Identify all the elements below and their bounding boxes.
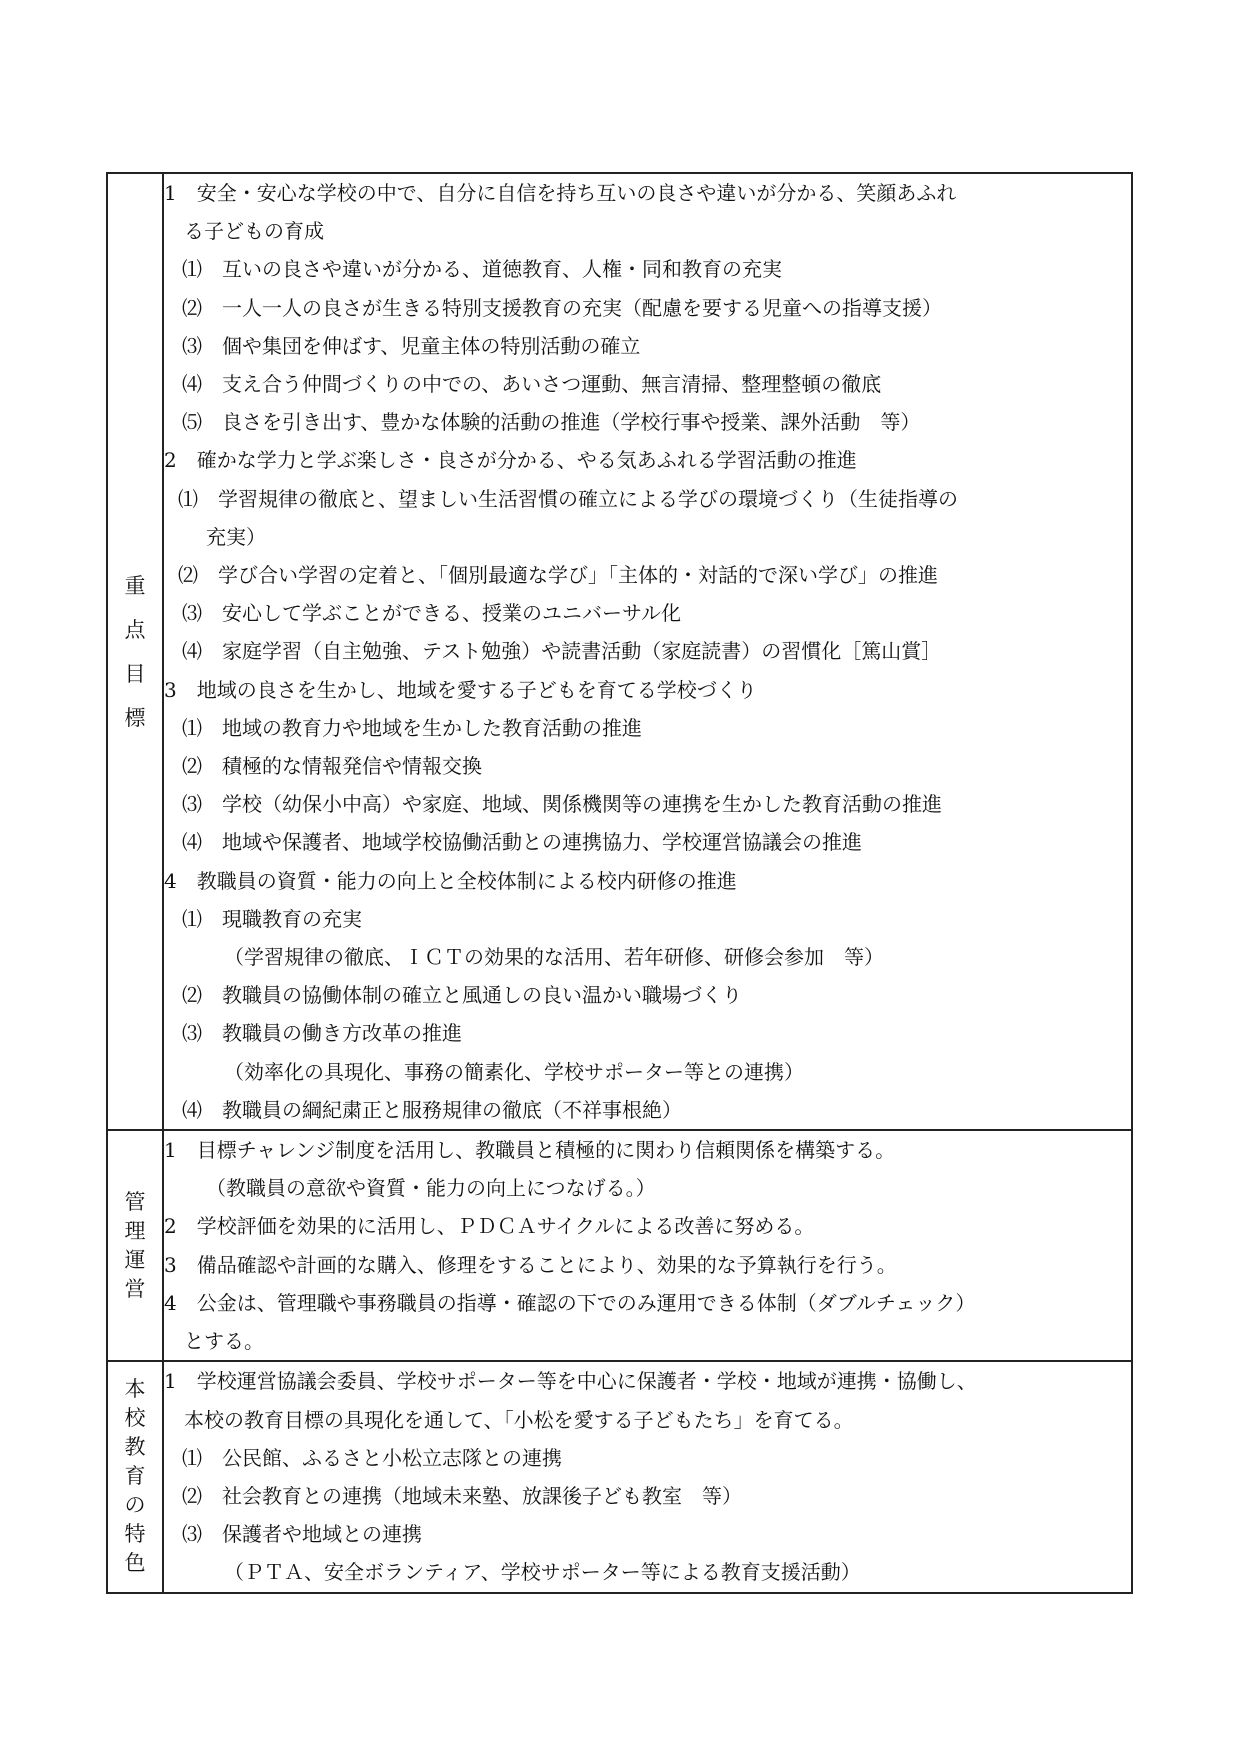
section-row-school-features	[107, 1361, 1132, 1592]
section-label-priority-goals	[108, 564, 162, 740]
goal-heading: 4 教職員の資質・能力の向上と全校体制による校内研修の推進	[164, 868, 737, 893]
goal-subitem: ⑵ 学び合い学習の定着と、「個別最適な学び」「主体的・対話的で深い学び」の推進	[178, 563, 938, 588]
feature-item-cont: 本校の教育目標の具現化を通して、「小松を愛する子どもたち」を育てる。	[184, 1407, 854, 1432]
goal-subitem: ⑶ 教職員の働き方改革の推進	[182, 1021, 462, 1046]
management-item-note: （教職員の意欲や資質・能力の向上につなげる。）	[206, 1176, 656, 1201]
section-label-school-features	[108, 1375, 162, 1578]
label-char: 校	[124, 1406, 146, 1431]
management-item: 1 目標チャレンジ制度を活用し、教職員と積極的に関わり信頼関係を構築する。	[164, 1138, 896, 1163]
section-label-management	[108, 1188, 162, 1304]
section-label-cell	[107, 1130, 163, 1361]
feature-subitem: ⑴ 公民館、ふるさと小松立志隊との連携	[182, 1445, 562, 1470]
label-char: 目	[124, 661, 146, 686]
goal-subitem: ⑴ 互いの良さや違いが分かる、道徳教育、人権・同和教育の充実	[182, 257, 782, 282]
goal-subitem: ⑶ 安心して学ぶことができる、授業のユニバーサル化	[182, 601, 681, 626]
goal-subitem: ⑷ 支え合う仲間づくりの中での、あいさつ運動、無言清掃、整理整頓の徹底	[182, 372, 882, 397]
label-char: 本	[124, 1377, 146, 1402]
label-char: 教	[124, 1435, 146, 1460]
section-label-cell	[107, 173, 163, 1130]
feature-subitem: ⑶ 保護者や地域との連携	[182, 1522, 422, 1547]
label-char: 運	[124, 1247, 146, 1272]
management-item-cont: とする。	[184, 1329, 264, 1354]
section-content-school-features	[163, 1361, 1132, 1592]
goal-subitem: ⑸ 良さを引き出す、豊かな体験的活動の推進（学校行事や授業、課外活動 等）	[182, 410, 921, 435]
goal-subitem-note: （学習規律の徹底、ＩＣＴの効果的な活用、若年研修、研修会参加 等）	[224, 945, 884, 970]
goal-subitem: ⑴ 学習規律の徹底と、望ましい生活習慣の確立による学びの環境づくり（生徒指導の	[178, 486, 958, 511]
label-char: の	[124, 1493, 146, 1518]
label-char: 管	[124, 1189, 146, 1214]
goal-subitem: ⑶ 個や集団を伸ばす、児童主体の特別活動の確立	[182, 333, 641, 358]
goal-subitem: ⑷ 教職員の綱紀粛正と服務規律の徹底（不祥事根絶）	[182, 1097, 682, 1122]
feature-subitem: ⑵ 社会教育との連携（地域未来塾、放課後子ども教室 等）	[182, 1483, 742, 1508]
section-content-priority-goals	[163, 173, 1132, 1130]
goal-subitem: ⑴ 地域の教育力や地域を生かした教育活動の推進	[182, 715, 642, 740]
section-row-management	[107, 1130, 1132, 1361]
section-label-cell	[107, 1361, 163, 1592]
feature-item: 1 学校運営協議会委員、学校サポーター等を中心に保護者・学校・地域が連携・協働し、	[164, 1369, 977, 1394]
goal-subitem-note: （効率化の具現化、事務の簡素化、学校サポーター等との連携）	[224, 1059, 804, 1084]
goal-subitem: ⑵ 教職員の協働体制の確立と風通しの良い温かい職場づくり	[182, 983, 742, 1008]
label-char: 重	[124, 573, 146, 598]
management-item: 4 公金は、管理職や事務職員の指導・確認の下でのみ運用できる体制（ダブルチェック）	[164, 1290, 976, 1315]
goals-table	[106, 172, 1133, 1594]
section-row-priority-goals	[107, 173, 1132, 1130]
goal-subitem: ⑶ 学校（幼保小中高）や家庭、地域、関係機関等の連携を生かした教育活動の推進	[182, 792, 942, 817]
label-char: 標	[124, 705, 146, 730]
section-content-management	[163, 1130, 1132, 1361]
goal-subitem: ⑵ 積極的な情報発信や情報交換	[182, 754, 482, 779]
feature-subitem-note: （ＰＴＡ、安全ボランティア、学校サポーター等による教育支援活動）	[224, 1560, 861, 1585]
goal-heading: 3 地域の良さを生かし、地域を愛する子どもを育てる学校づくり	[164, 677, 757, 702]
label-char: 理	[124, 1218, 146, 1243]
goal-subitem: ⑴ 現職教育の充実	[182, 906, 362, 931]
label-char: 営	[124, 1276, 146, 1301]
label-char: 特	[124, 1522, 146, 1547]
goal-subitem: ⑷ 家庭学習（自主勉強、テスト勉強）や読書活動（家庭読書）の習慣化［篤山賞］	[182, 639, 942, 664]
goal-heading: 2 確かな学力と学ぶ楽しさ・良さが分かる、やる気あふれる学習活動の推進	[164, 448, 857, 473]
goal-heading: 1 安全・安心な学校の中で、自分に自信を持ち互いの良さや違いが分かる、笑顔あふれ	[164, 181, 957, 205]
label-char: 色	[124, 1551, 146, 1576]
management-item: 3 備品確認や計画的な購入、修理をすることにより、効果的な予算執行を行う。	[164, 1252, 897, 1277]
goal-subitem: ⑵ 一人一人の良さが生きる特別支援教育の充実（配慮を要する児童への指導支援）	[182, 295, 942, 320]
goal-subitem-cont: 充実）	[206, 524, 266, 549]
goal-subitem: ⑷ 地域や保護者、地域学校協働活動との連携協力、学校運営協議会の推進	[182, 830, 862, 855]
label-char: 点	[124, 617, 146, 642]
goal-heading-cont: る子どもの育成	[184, 219, 324, 244]
management-item: 2 学校評価を効果的に活用し、ＰＤＣＡサイクルによる改善に努める。	[164, 1214, 815, 1239]
label-char: 育	[124, 1464, 146, 1489]
